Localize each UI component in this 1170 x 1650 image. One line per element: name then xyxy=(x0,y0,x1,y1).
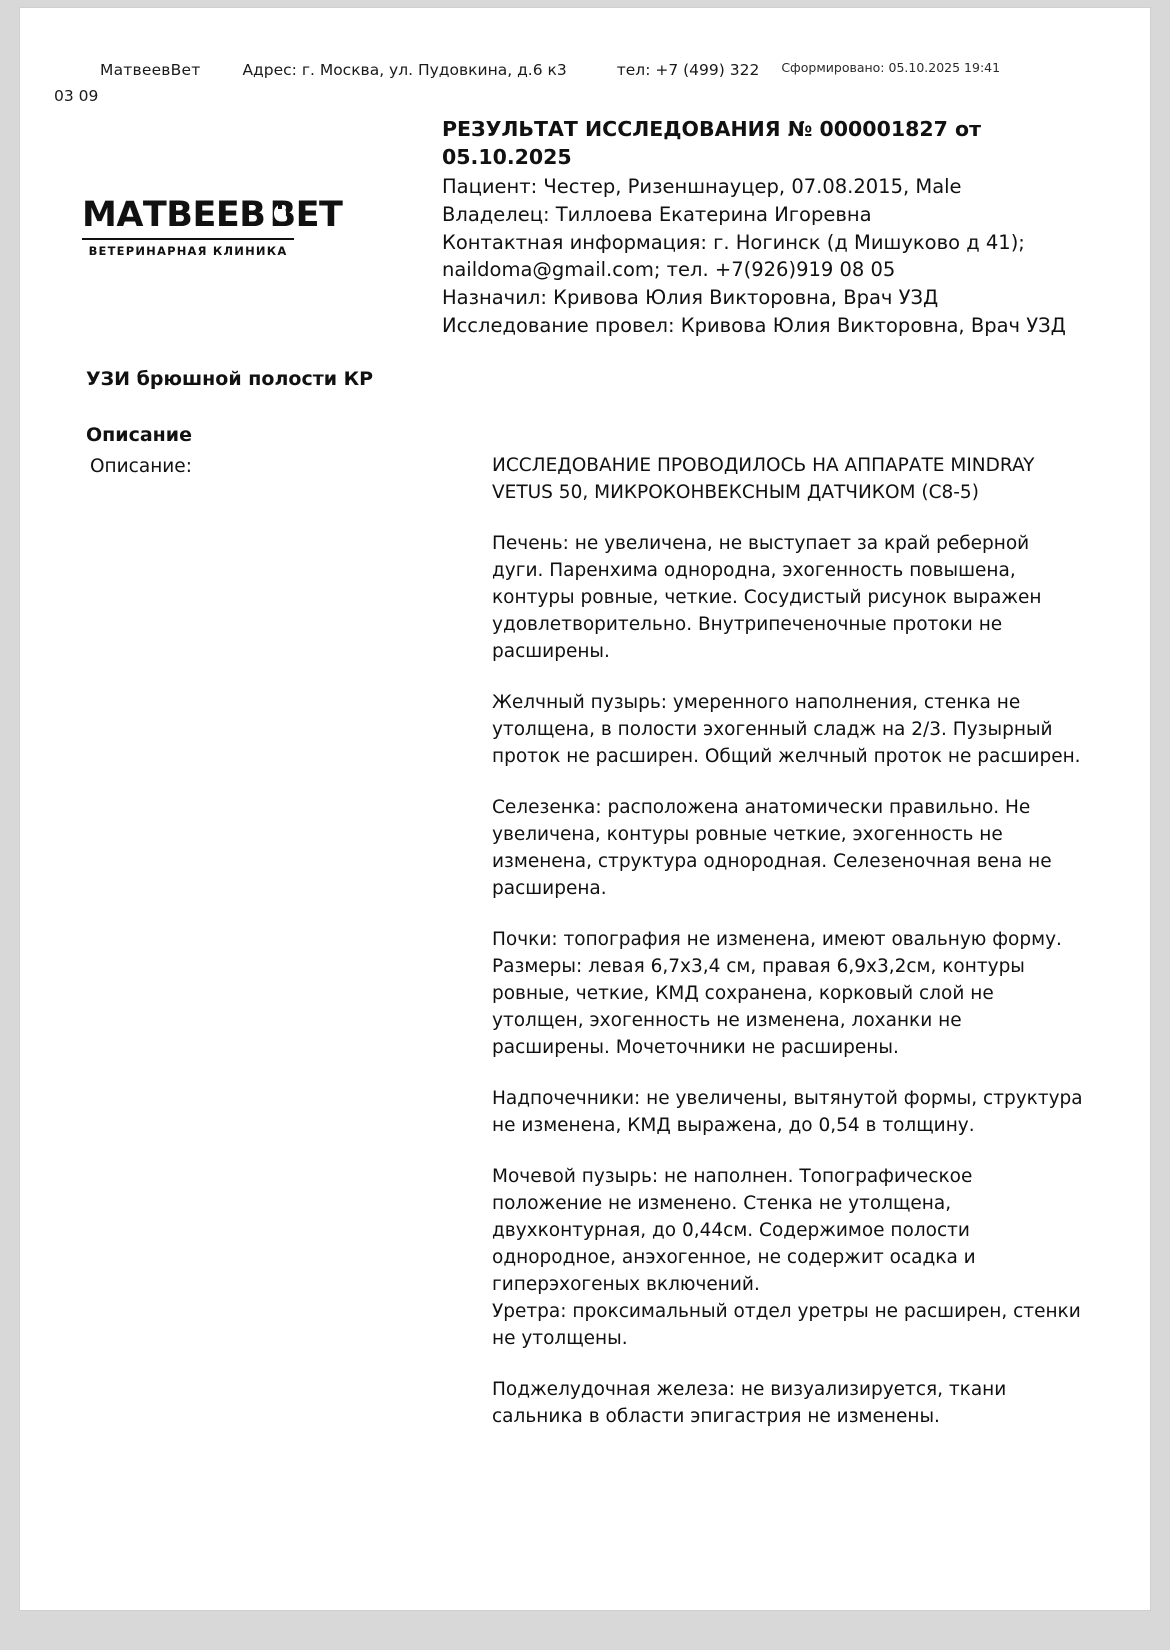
description-paragraph: Желчный пузырь: умеренного наполнения, стенка не утолщена, в полости эхогенный сладж на 2/3. Пузырный проток не расширен. Общий желчный проток не расширен. xyxy=(492,692,1081,767)
contact-info: Контактная информация: г. Ногинск (д Мишуково д 41); naildoma@gmail.com; тел. +7(926)919 08 05 xyxy=(442,230,1025,282)
owner-info: Владелец: Тиллоева Екатерина Игоревна xyxy=(442,203,872,227)
document-title: РЕЗУЛЬТАТ ИССЛЕДОВАНИЯ № 000001827 от 05.10.2025 xyxy=(442,117,981,169)
description-paragraph: Печень: не увеличена, не выступает за край реберной дуги. Паренхима однородна, эхогенность повышена, контуры ровные, четкие. Сосудистый рисунок выражен удовлетворительно. Внутрипеченочные протоки не расширены. xyxy=(492,533,1042,662)
description-body xyxy=(492,452,1084,1454)
patient-info: Пациент: Честер, Ризеншнауцер, 07.08.2015, Male xyxy=(442,175,962,199)
header-line xyxy=(54,60,1116,81)
description-paragraph: Поджелудочная железа: не визуализируется, ткани сальника в области эпигастрия не изменены. xyxy=(492,1379,1007,1427)
study-name: УЗИ брюшной полости КР xyxy=(86,368,374,390)
clinic-phone-continued: 03 09 xyxy=(54,87,99,105)
clinic-logo xyxy=(82,195,343,258)
logo-word-right: ВЕТ xyxy=(269,195,343,235)
document-header-block xyxy=(442,116,1092,339)
description-paragraph: Селезенка: расположена анатомически правильно. Не увеличена, контуры ровные четкие, эхогенность не изменена, структура однородная. Селезеночная вена не расширена. xyxy=(492,797,1052,899)
logo-word-left: МАТВЕЕВ xyxy=(82,195,266,235)
clinic-name: МатвеевВет xyxy=(100,61,201,79)
section-title-description: Описание xyxy=(86,424,193,446)
generated-timestamp: Сформировано: 05.10.2025 19:41 xyxy=(781,60,1001,75)
description-paragraph: Надпочечники: не увеличены, вытянутой формы, структура не изменена, КМД выражена, до 0,54 в толщину. xyxy=(492,1088,1083,1136)
page-header xyxy=(20,8,1150,104)
assigned-by: Назначил: Кривова Юлия Викторовна, Врач УЗД xyxy=(442,286,939,310)
description-paragraph: Уретра: проксимальный отдел уретры не расширен, стенки не утолщены. xyxy=(492,1301,1081,1349)
description-paragraph: Почки: топография не изменена, имеют овальную форму. Размеры: левая 6,7х3,4 см, правая 6,9х3,2см, контуры ровные, четкие, КМД сохранена, корковый слой не утолщен, эхогенность не изменена, лоханки не расширены. Мочеточники не расширены. xyxy=(492,929,1062,1058)
clinic-address: Адрес: г. Москва, ул. Пудовкина, д.6 к3 xyxy=(242,61,567,79)
clinic-phone: тел: +7 (499) 322 xyxy=(616,61,760,79)
logo-wordmark xyxy=(82,195,343,235)
description-paragraph: ИССЛЕДОВАНИЕ ПРОВОДИЛОСЬ НА АППАРАТЕ MINDRAY VETUS 50, МИКРОКОНВЕКСНЫМ ДАТЧИКОМ (C8-5) xyxy=(492,455,1035,503)
description-field-label: Описание: xyxy=(90,456,192,477)
performed-by: Исследование провел: Кривова Юлия Викторовна, Врач УЗД xyxy=(442,313,1066,337)
document-page xyxy=(20,8,1150,1610)
description-paragraph: Мочевой пузырь: не наполнен. Топографическое положение не изменено. Стенка не утолщена, двухконтурная, до 0,44см. Содержимое полости однородное, анэхогенное, не содержит осадка и гиперэхогеных включений. xyxy=(492,1166,976,1295)
logo-subtitle: ВЕТЕРИНАРНАЯ КЛИНИКА xyxy=(82,238,294,258)
